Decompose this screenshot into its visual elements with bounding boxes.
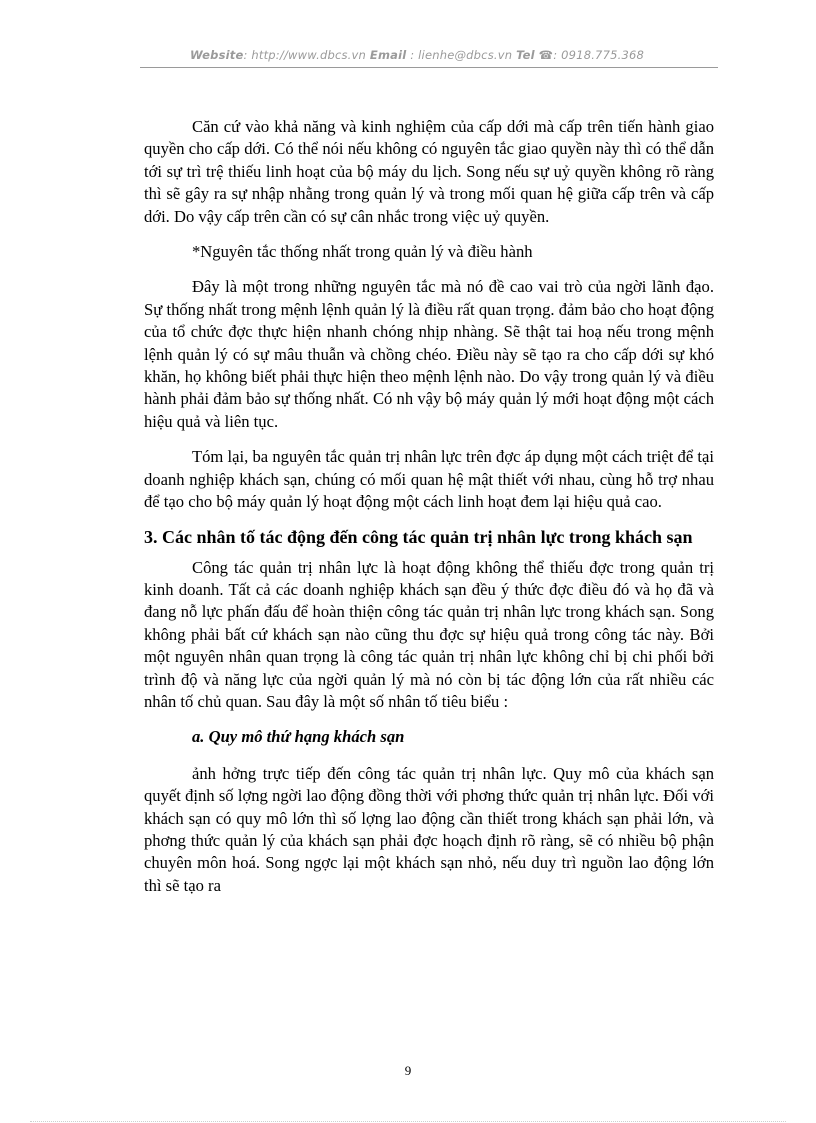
paragraph-scale: ảnh hởng trực tiếp đến công tác quản trị nhân lực. Quy mô của khách sạn quyết định số lợng ngời lao động đồng thời với phơng thức quản trị nhân lực. Đối với khách sạn có quy mô lớn thì số lợng lao động cần thiết trong khách sạn phải lớn, và phơng thức quản lý của khách sạn phải đợc hoạch định rõ ràng, sẽ có nhiều bộ phận chuyên môn hoá. Song ngợc lại một khách sạn nhỏ, nếu duy trì nguồn lao động lớn thì sẽ tạo ra xyxy=(144,763,714,895)
paragraph-principle-title: *Nguyên tắc thống nhất trong quản lý và điều hành xyxy=(192,242,533,262)
tel-label: Tel xyxy=(516,48,535,62)
paragraph-unity: Đây là một trong những nguyên tắc mà nó đề cao vai trò của ngời lãnh đạo. Sự thống nhất trong mệnh lệnh quản lý là điều rất quan trọng. đảm bảo cho hoạt động của tổ chức đợc thực hiện nhanh chóng nhịp nhàng. Sẽ thật tai hoạ nếu trong mệnh lệnh quản lý có sự mâu thuẫn và chồng chéo. Điều này sẽ tạo ra cho cấp dới sự khó khăn, họ không biết phải thực hiện theo mệnh lệnh nào. Do vậy trong quản lý và điều hành phải đảm bảo sự thống nhất. Có nh vậy bộ máy quản lý mới hoạt động một cách hiệu quả và liên tục. xyxy=(144,277,714,431)
tel-number: ☎: 0918.775.368 xyxy=(534,48,645,62)
document-body xyxy=(144,116,714,910)
page-header xyxy=(190,48,720,62)
paragraph-summary: Tóm lại, ba nguyên tắc quản trị nhân lực trên đợc áp dụng một cách triệt để tại doanh nghiệp khách sạn, chúng có mối quan hệ mật thiết với nhau, cùng hỗ trợ nhau để tạo cho bộ máy quản lý hoạt động một cách linh hoạt đem lại hiệu quả cao. xyxy=(144,447,714,512)
section-heading-3: 3. Các nhân tố tác động đến công tác quản trị nhân lực trong khách sạn xyxy=(144,526,693,547)
website-label: Website xyxy=(190,48,244,62)
paragraph-delegation: Căn cứ vào khả năng và kinh nghiệm của cấp dới mà cấp trên tiến hành giao quyền cho cấp dới. Có thể nói nếu không có nguyên tắc giao quyền này thì có thể dẫn tới sự trì trệ thiếu linh hoạt của bộ máy du lịch. Song nếu sự uỷ quyền không rõ ràng thì sẽ gây ra sự nhập nhằng trong quản lý và trong mối quan hệ giữa cấp trên và cấp dới. Do vậy cấp trên cần có sự cân nhắc trong việc uỷ quyền. xyxy=(144,117,714,226)
bottom-dotted-rule xyxy=(30,1121,786,1122)
website-url: : http://www.dbcs.vn xyxy=(243,48,370,62)
paragraph-factors-intro: Công tác quản trị nhân lực là hoạt động không thể thiếu đợc trong quản trị kinh doanh. Tất cả các doanh nghiệp khách sạn đều ý thức đợc điều đó và họ đã và đang nỗ lực phấn đấu để hoàn thiện công tác quản trị nhân lực trong khách sạn. Song không phải bất cứ khách sạn nào cũng thu đợc sự hiệu quả trong công tác này. Bởi một nguyên nhân quan trọng là công tác quản trị nhân lực không chỉ bị chi phối bởi trình độ và năng lực của ngời quản lý mà nó còn bị tác động lớn của rất nhiều các nhân tố chủ quan. Sau đây là một số nhân tố tiêu biểu : xyxy=(144,557,714,711)
email-label: Email xyxy=(369,48,407,62)
header-divider xyxy=(140,67,718,68)
subheading-a: a. Quy mô thứ hạng khách sạn xyxy=(192,727,405,747)
page-number: 9 xyxy=(404,1063,412,1078)
email-address: : lienhe@dbcs.vn xyxy=(406,48,517,62)
